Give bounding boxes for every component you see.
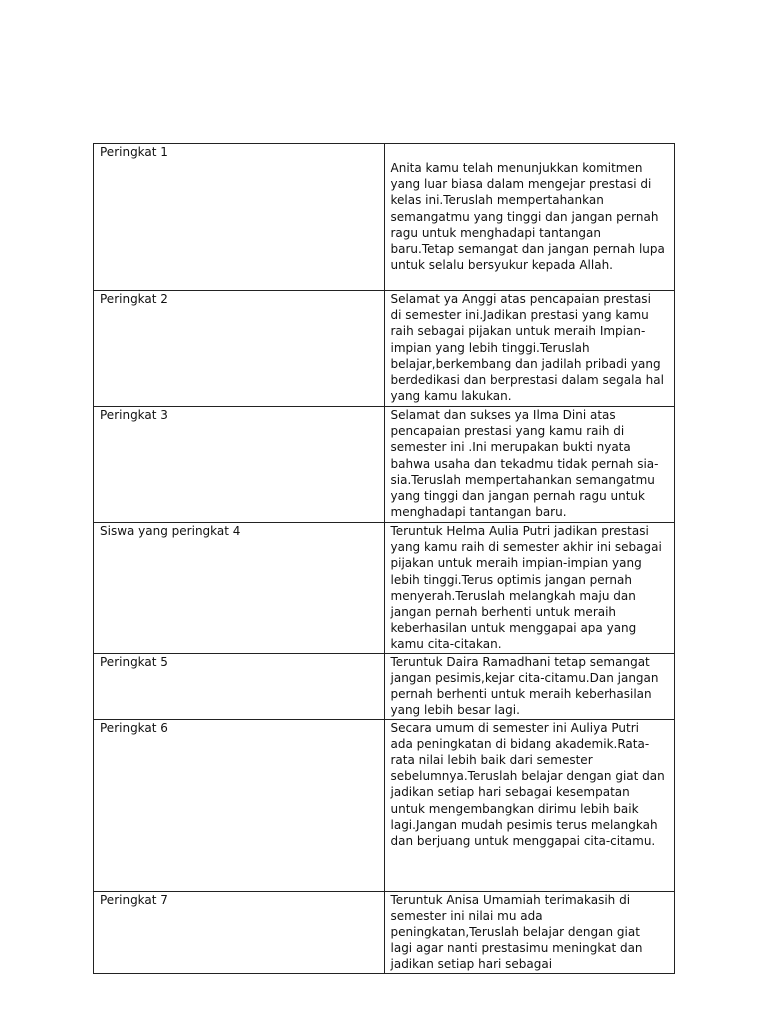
rank-cell: Peringkat 1	[94, 144, 385, 291]
message-cell: Selamat ya Anggi atas pencapaian prestasi di semester ini.Jadikan prestasi yang kamu raih sebagai pijakan untuk meraih Impian-impian yang lebih tinggi.Teruslah belajar,berkembang dan jadilah pribadi yang berdedikasi dan berprestasi dalam segala hal yang kamu lakukan.	[384, 291, 675, 407]
message-cell: Teruntuk Daira Ramadhani tetap semangat jangan pesimis,kejar cita-citamu.Dan jangan pernah berhenti untuk meraih keberhasilan yang lebih besar lagi.	[384, 653, 675, 719]
table-row	[94, 144, 675, 291]
rank-cell: Peringkat 5	[94, 653, 385, 719]
table-row	[94, 523, 675, 654]
rank-cell: Siswa yang peringkat 4	[94, 523, 385, 654]
message-cell: Selamat dan sukses ya Ilma Dini atas pencapaian prestasi yang kamu raih di semester ini .Ini merupakan bukti nyata bahwa usaha dan tekadmu tidak pernah sia-sia.Teruslah mempertahankan semangatmu yang tinggi dan jangan pernah ragu untuk menghadapi tantangan baru.	[384, 407, 675, 523]
rank-cell: Peringkat 6	[94, 719, 385, 891]
ranking-table	[93, 143, 675, 974]
table-row	[94, 891, 675, 973]
table-row	[94, 291, 675, 407]
message-cell: Anita kamu telah menunjukkan komitmen yang luar biasa dalam mengejar prestasi di kelas ini.Teruslah mempertahankan semangatmu yang tinggi dan jangan pernah ragu untuk menghadapi tantangan baru.Tetap semangat dan jangan pernah lupa untuk selalu bersyukur kepada Allah.	[384, 144, 675, 291]
rank-cell: Peringkat 7	[94, 891, 385, 973]
message-cell: Teruntuk Anisa Umamiah terimakasih di semester ini nilai mu ada peningkatan,Teruslah belajar dengan giat lagi agar nanti prestasimu meningkat dan jadikan setiap hari sebagai	[384, 891, 675, 973]
table-row	[94, 719, 675, 891]
rank-cell: Peringkat 3	[94, 407, 385, 523]
message-cell: Teruntuk Helma Aulia Putri jadikan prestasi yang kamu raih di semester akhir ini sebagai pijakan untuk meraih impian-impian yang lebih tinggi.Terus optimis jangan pernah menyerah.Teruslah melangkah maju dan jangan pernah berhenti untuk meraih keberhasilan untuk menggapai apa yang kamu cita-citakan.	[384, 523, 675, 654]
rank-cell: Peringkat 2	[94, 291, 385, 407]
table-row	[94, 407, 675, 523]
message-cell: Secara umum di semester ini Auliya Putri ada peningkatan di bidang akademik.Rata-rata nilai lebih baik dari semester sebelumnya.Teruslah belajar dengan giat dan jadikan setiap hari sebagai kesempatan untuk mengembangkan dirimu lebih baik lagi.Jangan mudah pesimis terus melangkah dan berjuang untuk menggapai cita-citamu.	[384, 719, 675, 891]
table-row	[94, 653, 675, 719]
